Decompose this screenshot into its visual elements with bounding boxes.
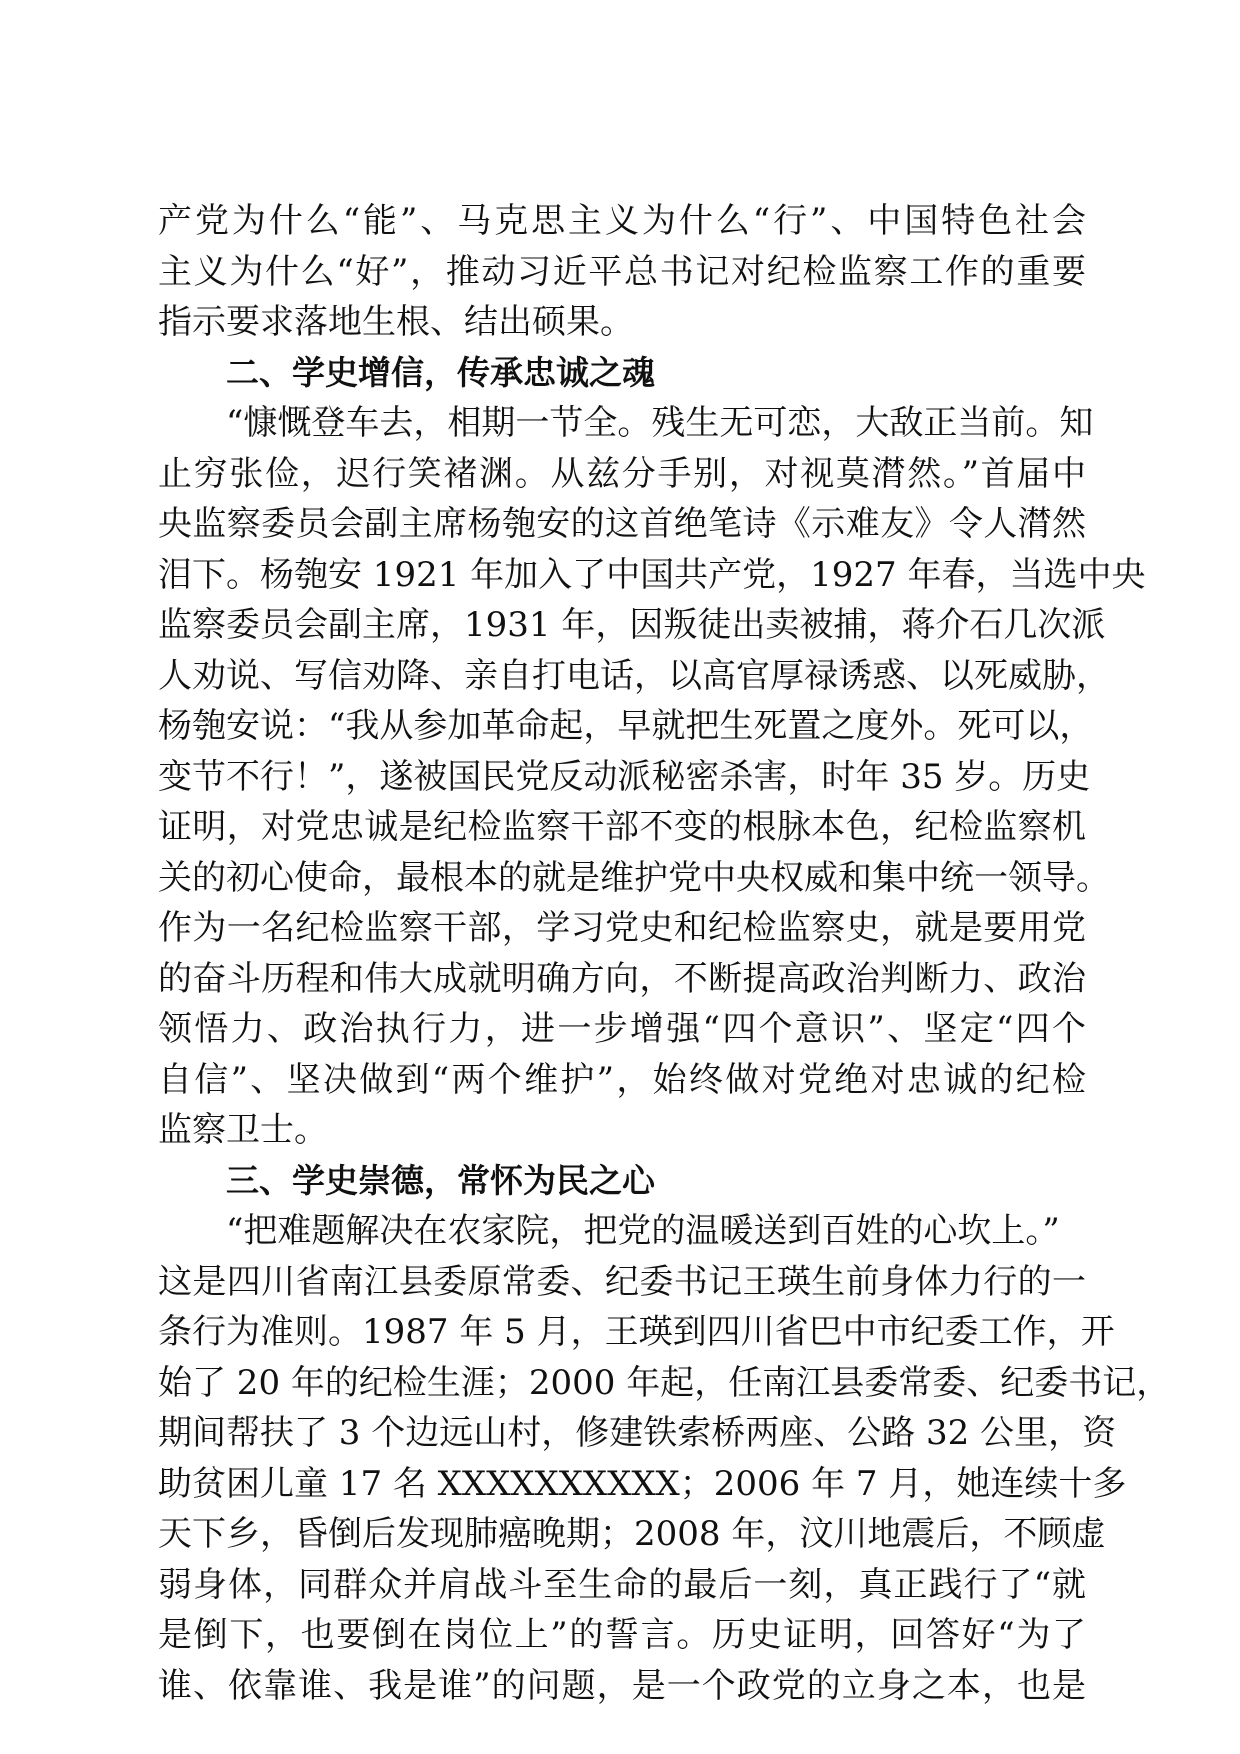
section-heading: 二、学史增信，传承忠诚之魂	[226, 352, 655, 392]
document-body	[158, 196, 1171, 1711]
body-line: 证明，对党忠诚是纪检监察干部不变的根脉本色，纪检监察机	[158, 807, 1086, 847]
body-line: 杨匏安说：“我从参加革命起，早就把生死置之度外。死可以，	[158, 706, 1094, 746]
body-line: 这是四川省南江县委原常委、纪委书记王瑛生前身体力行的一	[158, 1261, 1086, 1302]
body-line: 助贫困儿童 17 名 XXXXXXXXXX；2006 年 7 月，她连续十多	[158, 1463, 1127, 1504]
body-line: 指示要求落地生根、结出硕果。	[158, 302, 634, 342]
body-line: “慷慨登车去，相期一节全。残生无可恋，大敌正当前。知	[226, 403, 1094, 443]
body-line: 弱身体，同群众并肩战斗至生命的最后一刻，真正践行了“就	[158, 1564, 1086, 1605]
body-line: 止穷张俭，迟行笑褚渊。从兹分手别，对视莫潸然。”首届中	[158, 453, 1086, 494]
body-line: 作为一名纪检监察干部，学习党史和纪检监察史，就是要用党	[158, 908, 1086, 948]
body-line: 变节不行！”，遂被国民党反动派秘密杀害，时年 35 岁。历史	[158, 756, 1091, 797]
body-line: 央监察委员会副主席杨匏安的这首绝笔诗《示难友》令人潸然	[158, 504, 1086, 544]
body-line: 期间帮扶了 3 个边远山村，修建铁索桥两座、公路 32 公里，资	[158, 1413, 1117, 1453]
body-line: 谁、依靠谁、我是谁”的问题，是一个政党的立身之本，也是	[158, 1665, 1086, 1706]
body-line: 监察卫士。	[158, 1110, 328, 1150]
body-line: 领悟力、政治执行力，进一步增强“四个意识”、坚定“四个	[158, 1009, 1086, 1049]
body-line: “把难题解决在农家院，把党的温暖送到百姓的心坎上。”	[226, 1211, 1060, 1251]
body-line: 天下乡，昏倒后发现肺癌晚期；2008 年，汶川地震后，不顾虚	[158, 1514, 1106, 1554]
body-line: 的奋斗历程和伟大成就明确方向，不断提高政治判断力、政治	[158, 958, 1086, 999]
body-line: 监察委员会副主席，1931 年，因叛徒出卖被捕，蒋介石几次派	[158, 605, 1106, 645]
body-line: 是倒下，也要倒在岗位上”的誓言。历史证明，回答好“为了	[158, 1615, 1086, 1655]
body-line: 关的初心使命，最根本的就是维护党中央权威和集中统一领导。	[158, 857, 1110, 898]
body-line: 产党为什么“能”、马克思主义为什么“行”、中国特色社会	[158, 201, 1086, 241]
body-line: 主义为什么“好”，推动习近平总书记对纪检监察工作的重要	[158, 251, 1086, 292]
body-line: 泪下。杨匏安 1921 年加入了中国共产党，1927 年春，当选中央	[158, 554, 1146, 595]
body-line: 条行为准则。1987 年 5 月，王瑛到四川省巴中市纪委工作，开	[158, 1312, 1115, 1352]
body-line: 自信”、坚决做到“两个维护”，始终做对党绝对忠诚的纪检	[158, 1059, 1086, 1100]
section-heading: 三、学史崇德，常怀为民之心	[226, 1160, 655, 1200]
body-line: 人劝说、写信劝降、亲自打电话，以高官厚禄诱惑、以死威胁，	[158, 655, 1110, 696]
body-line: 始了 20 年的纪检生涯；2000 年起，任南江县委常委、纪委书记，	[158, 1362, 1171, 1403]
